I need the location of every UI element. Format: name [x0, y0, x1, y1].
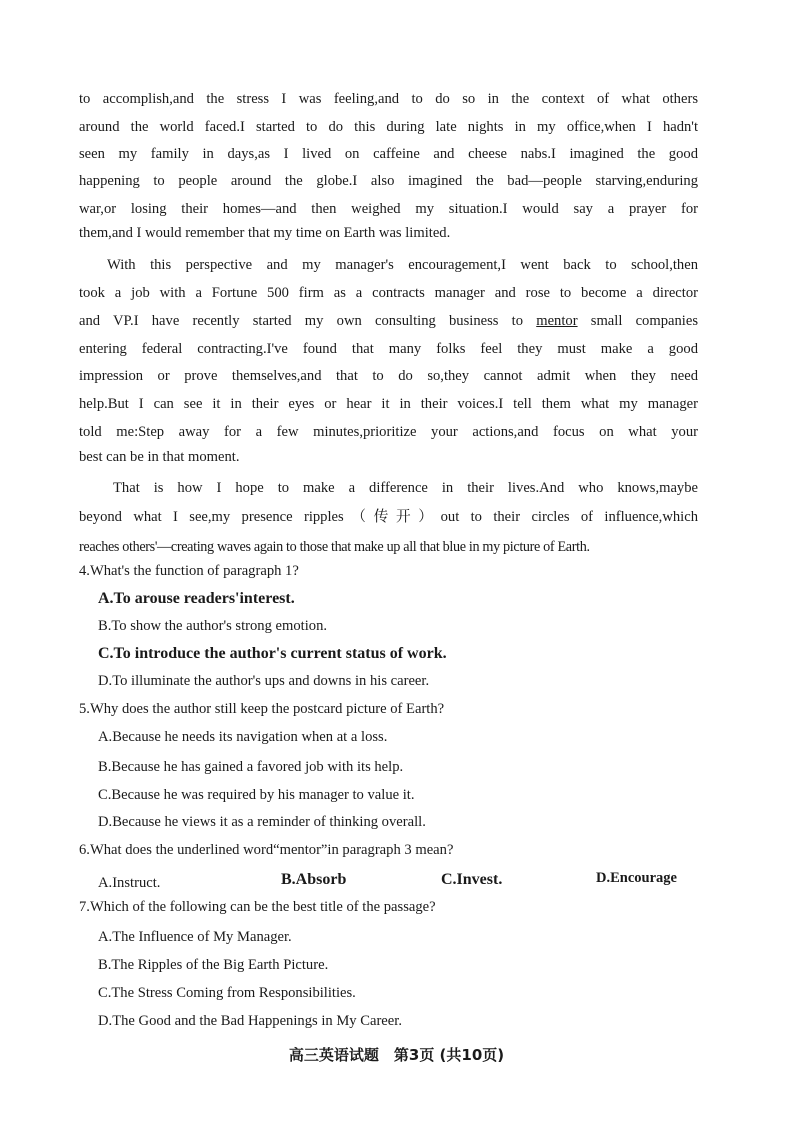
- paragraph-3-line-1: That is how I hope to make a difference in their lives.And who knows,maybe: [113, 480, 698, 496]
- paragraph-1-line-6: them,and I would remember that my time on Earth was limited.: [79, 225, 451, 241]
- paragraph-1-line-1: to accomplish,and the stress I was feeling,and to do so in the context of what others: [79, 91, 698, 107]
- question-7-option-d: D.The Good and the Bad Happenings in My Career.: [98, 1013, 402, 1029]
- question-5-option-a: A.Because he needs its navigation when at a loss.: [98, 729, 388, 745]
- question-6-stem: 6.What does the underlined word“mentor”in paragraph 3 mean?: [79, 842, 454, 858]
- paragraph-2-line-3-pre: and VP.I have recently started my own consulting business to: [79, 313, 537, 329]
- paragraph-1-line-3: seen my family in days,as I lived on caffeine and cheese nabs.I imagined the good: [79, 146, 698, 162]
- underlined-word-mentor: mentor: [536, 313, 578, 329]
- question-7-option-c: C.The Stress Coming from Responsibilities.: [98, 985, 356, 1001]
- question-6-option-c: C.Invest.: [441, 871, 503, 888]
- question-4-option-c: C.To introduce the author's current status of work.: [98, 645, 447, 662]
- paragraph-2-line-3-post: small companies: [577, 313, 698, 329]
- paragraph-1-line-5: war,or losing their homes—and then weighed my situation.I would say a prayer for: [79, 201, 698, 217]
- paragraph-1-line-4: happening to people around the globe.I also imagined the bad—people starving,enduring: [79, 173, 698, 189]
- paragraph-2-line-3: [79, 311, 698, 331]
- question-5-option-d: D.Because he views it as a reminder of thinking overall.: [98, 814, 426, 830]
- paragraph-3-line-2: beyond what I see,my presence ripples（传开）out to their circles of influence,which: [79, 509, 698, 525]
- paragraph-2-line-2: took a job with a Fortune 500 firm as a contracts manager and rose to become a director: [79, 285, 698, 301]
- paragraph-2-line-6: help.But I can see it in their eyes or hear it in their voices.I tell them what my manager: [79, 396, 698, 412]
- question-7-option-b: B.The Ripples of the Big Earth Picture.: [98, 957, 329, 973]
- question-6-option-a: A.Instruct.: [98, 875, 161, 891]
- paragraph-2-line-7: told me:Step away for a few minutes,prioritize your actions,and focus on what your: [79, 424, 698, 440]
- question-4-stem: 4.What's the function of paragraph 1?: [79, 563, 299, 579]
- paragraph-2-line-4: entering federal contracting.I've found that many folks feel they must make a good: [79, 341, 698, 357]
- question-4-option-a: A.To arouse readers'interest.: [98, 590, 295, 607]
- paragraph-2-line-5: impression or prove themselves,and that to do so,they cannot admit when they need: [79, 368, 698, 384]
- paragraph-2-line-8: best can be in that moment.: [79, 449, 240, 465]
- paragraph-2-line-1: With this perspective and my manager's encouragement,I went back to school,then: [107, 257, 698, 273]
- paragraph-1-line-2: around the world faced.I started to do this during late nights in my office,when I hadn't: [79, 119, 698, 135]
- question-6-option-b: B.Absorb: [281, 871, 347, 888]
- question-5-stem: 5.Why does the author still keep the postcard picture of Earth?: [79, 701, 445, 717]
- question-5-option-b: B.Because he has gained a favored job with its help.: [98, 759, 404, 775]
- paragraph-3-line-3: reaches others'—creating waves again to those that make up all that blue in my picture of Earth.: [79, 539, 590, 555]
- question-6-option-d: D.Encourage: [596, 870, 677, 886]
- page-footer: 高三英语试题 第3页 (共10页): [288, 1046, 505, 1064]
- question-4-option-d: D.To illuminate the author's ups and downs in his career.: [98, 673, 430, 689]
- question-7-stem: 7.Which of the following can be the best title of the passage?: [79, 899, 436, 915]
- question-5-option-c: C.Because he was required by his manager to value it.: [98, 787, 415, 803]
- question-4-option-b: B.To show the author's strong emotion.: [98, 618, 328, 634]
- question-7-option-a: A.The Influence of My Manager.: [98, 929, 292, 945]
